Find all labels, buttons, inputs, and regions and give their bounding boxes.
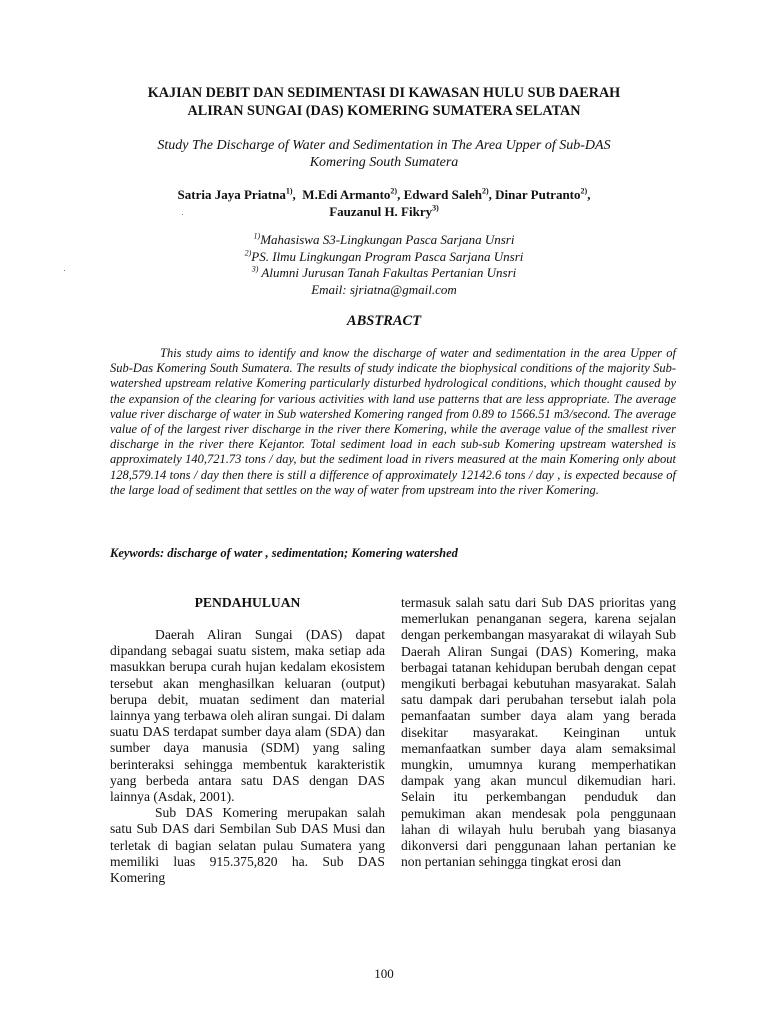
- affiliation-text: Alumni Jurusan Tanah Fakultas Pertanian Unsri: [258, 265, 517, 280]
- paragraph: Daerah Aliran Sungai (DAS) dapat dipandang sebagai suatu sistem, maka setiap ada masukkan berupa curah hujan kedalam ekosistem tersebut akan menghasilkan keluaran (output) berupa debit, muatan sediment dan material lainnya yang terbawa oleh aliran sungai. Di dalam suatu DAS terdapat sumber daya alam (SDA) dan sumber daya manusia (SDM) yang saling berinteraksi sehingga membentuk karakteristik yang berbeda antara satu DAS dengan DAS lainnya (Asdak, 2001).: [110, 627, 385, 805]
- title-line-2: ALIRAN SUNGAI (DAS) KOMERING SUMATERA SELATAN: [187, 103, 581, 119]
- section-title: PENDAHULUAN: [194, 595, 301, 610]
- abstract-body: This study aims to identify and know the discharge of water and sedimentation in the area Upper of Sub-Das Komering South Sumatera. The results of study indicate the biophysical conditions of the majority Sub-watershed upstream relative Komering particularly disturbed hydrological conditions, which thought caused by the expansion of the clearing for various activities with land use patterns that are less appropriate. The average value river discharge of water in Sub watershed Komering ranged from 0.89 to 1566.51 m3/second. The average value of of the largest river discharge in the river there Komering, while the average value of the smallest river discharge in the river there Kejantor. Total sediment load in each sub-sub Komering upstream watershed is approximately 140,721.73 tons / day, but the sediment load in rivers measured at the main Komering only about 128,579.14 tons / day then there is still a difference of approximately 12142.6 tons / day , is expected because of the large load of sediment that settles on the way of water from upstream into the river Komering.: [110, 346, 676, 497]
- affiliation-2: [100, 249, 668, 266]
- keywords: Keywords: discharge of water , sedimentation; Komering watershed: [110, 546, 458, 560]
- author-mark: 2): [481, 186, 489, 196]
- body-column-right: [401, 595, 676, 870]
- author-mark: 3): [432, 203, 439, 213]
- scan-speck: [182, 214, 183, 215]
- author-mark: 1): [285, 186, 293, 196]
- email: Email: sjriatna@gmail.com: [311, 281, 457, 297]
- author-line-1: Satria Jaya Priatna$^{1)}$, M.Edi Armanto$^{2)}$, Edward Saleh$^{2)}$, Dinar Putranto$^{2)}$,: [177, 186, 591, 202]
- paragraph: Sub DAS Komering merupakan salah satu Sub DAS dari Sembilan Sub DAS Musi dan terletak di bagian selatan pulau Sumatera yang memiliki luas 915.375,820 ha. Sub DAS Komering: [110, 805, 385, 886]
- author-line-2: [100, 203, 668, 220]
- author-name: Satria Jaya Priatna: [177, 187, 286, 202]
- abstract-heading: ABSTRACT: [346, 313, 422, 329]
- affiliation-1: [100, 232, 668, 249]
- author-name: M.Edi Armanto: [302, 187, 391, 202]
- subtitle-line-2: Komering South Sumatera: [309, 155, 459, 170]
- page-number: 100: [374, 966, 394, 981]
- affiliation-mark: 2): [244, 248, 252, 258]
- paragraph: termasuk salah satu dari Sub DAS prioritas yang memerlukan penanganan segera, karena sejalan dengan perkembangan masyarakat di wilayah Sub Daerah Aliran Sungai (DAS) Komering, maka berbagai tatanan kehidupan berubah dengan cepat mengikuti berbagai kebutuhan masyarakat. Salah satu dampak dari perubahan tersebut ialah pola pemanfaatan sumber daya alam yang berada disekitar masyarakat. Keinginan untuk memanfaatkan sumber daya alam semaksimal mungkin, umumnya kurang memperhatikan dampak yang akan muncul dikemudian hari. Selain itu perkembangan penduduk dan pemukiman akan mendesak pola penggunaan lahan di wilayah hulu berubah yang biasanya dikonversi dari penggunaan lahan pertanian ke non pertanian sehingga tingkat erosi dan: [401, 595, 676, 870]
- affiliation-3: [100, 265, 668, 282]
- affiliation-mark: 1): [253, 231, 261, 241]
- affiliation-mark: 3): [251, 264, 259, 274]
- abstract: [110, 346, 676, 498]
- author-name: Edward Saleh: [403, 187, 482, 202]
- affiliation-text: Mahasiswa S3-Lingkungan Pasca Sarjana Unsri: [260, 232, 515, 247]
- title-line-1: KAJIAN DEBIT DAN SEDIMENTASI DI KAWASAN HULU SUB DAERAH: [147, 85, 621, 101]
- body-column-left: [110, 595, 385, 886]
- scan-speck: [64, 270, 65, 271]
- affiliation-text: PS. Ilmu Lingkungan Program Pasca Sarjana Unsri: [251, 248, 524, 264]
- affiliation-list: [100, 232, 668, 298]
- author-name: Fauzanul H. Fikry: [329, 204, 433, 219]
- author-list: [100, 186, 668, 220]
- author-mark: 2): [580, 186, 588, 196]
- author-name: Dinar Putranto: [495, 187, 581, 202]
- subtitle-line-1: Study The Discharge of Water and Sedimentation in The Area Upper of Sub-DAS: [157, 138, 611, 153]
- paper-subtitle: [100, 137, 668, 171]
- paper-title: [100, 84, 668, 120]
- author-mark: 2): [390, 186, 398, 196]
